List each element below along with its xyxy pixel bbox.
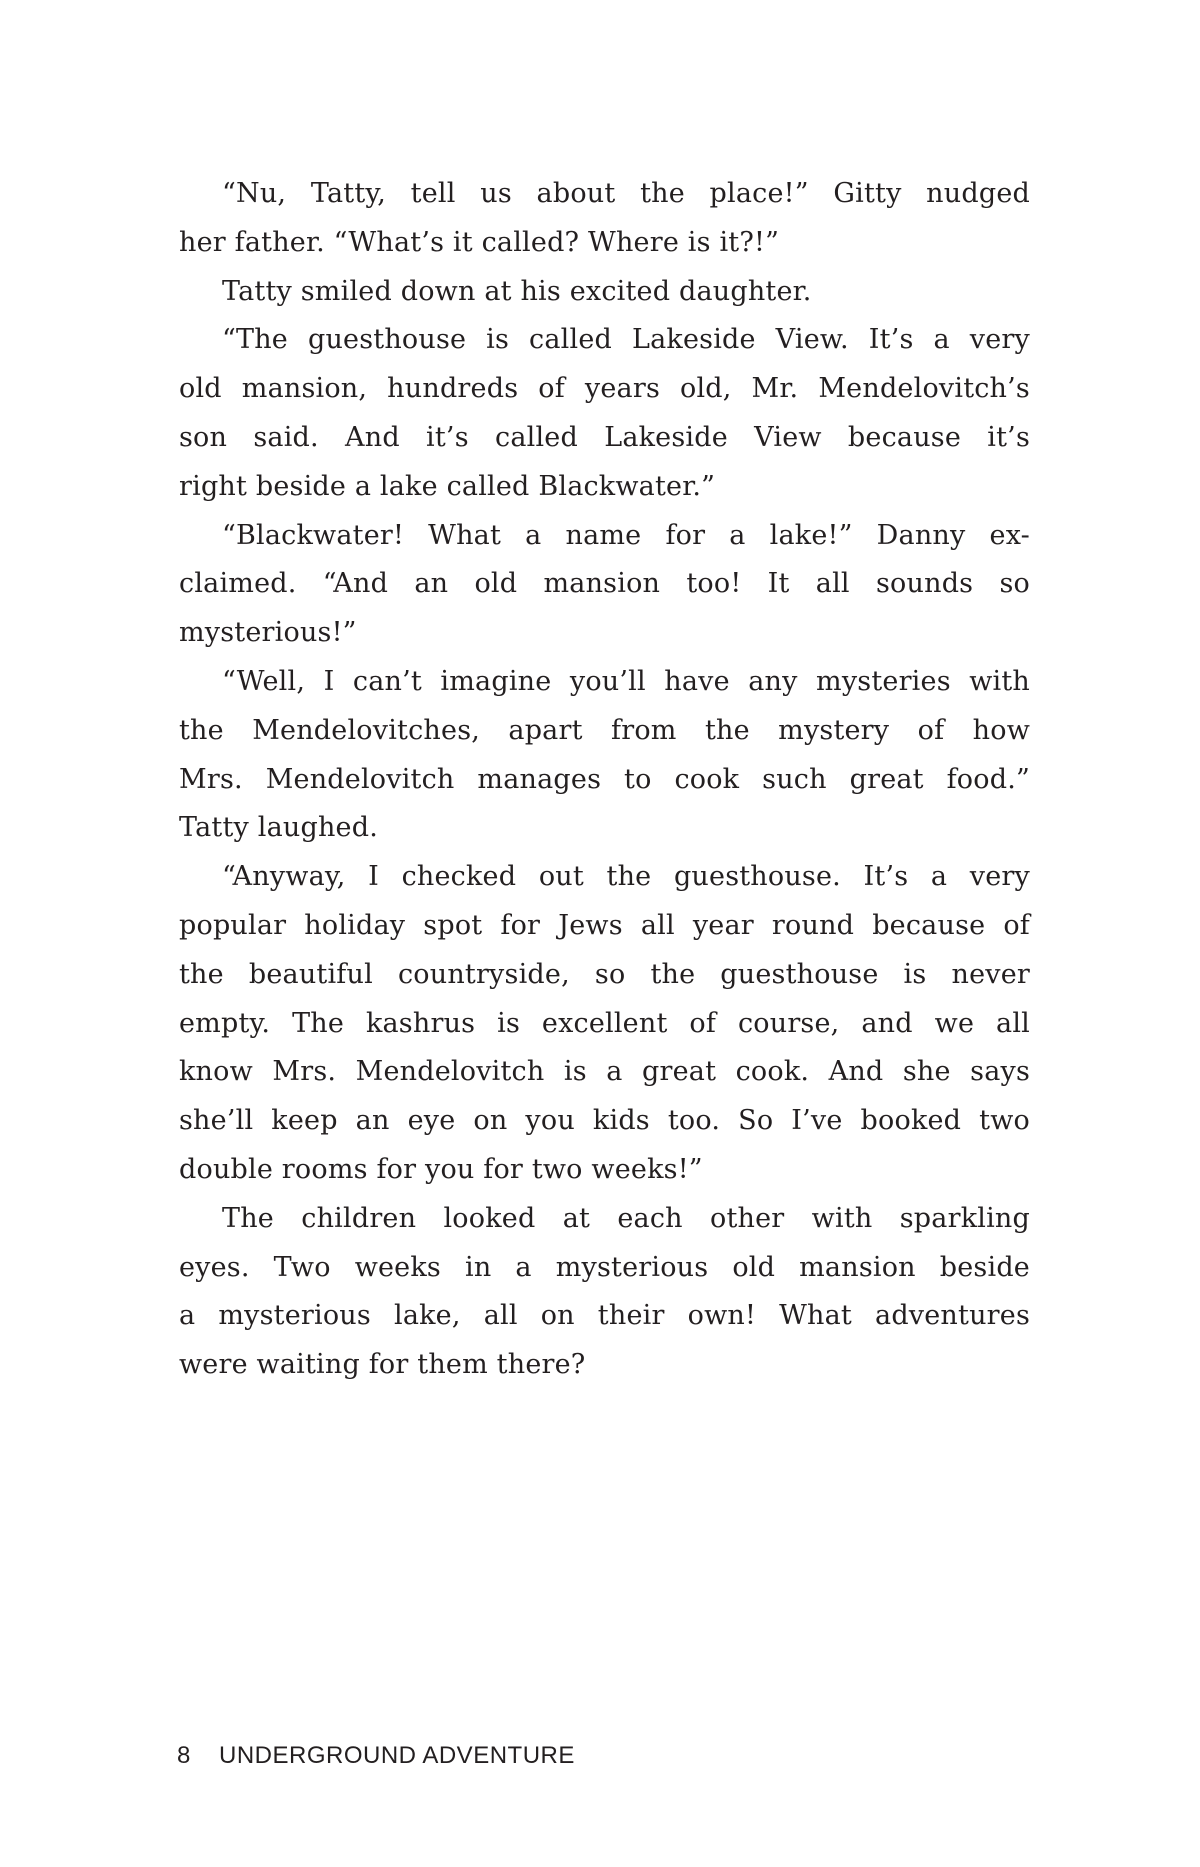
body-text: [179, 170, 1030, 1390]
text-line: a mysterious lake, all on their own! What adventures: [179, 1300, 1030, 1332]
text-line: the beautiful countryside, so the guesthouse is never: [179, 958, 1030, 990]
text-line: claimed. “And an old mansion too! It all sounds so: [179, 568, 1030, 600]
text-line: “Well, I can’t imagine you’ll have any mysteries with: [222, 665, 1030, 697]
text-line: son said. And it’s called Lakeside View because it’s: [179, 421, 1030, 453]
text-line: old mansion, hundreds of years old, Mr. Mendelovitch’s: [179, 373, 1030, 405]
text-line: the Mendelovitches, apart from the mystery of how: [179, 714, 1030, 746]
text-line: “Blackwater! What a name for a lake!” Danny ex-: [222, 519, 1030, 551]
text-line: Tatty laughed.: [179, 812, 378, 844]
text-line: “The guesthouse is called Lakeside View. It’s a very: [222, 324, 1030, 356]
text-line: “Anyway, I checked out the guesthouse. It’s a very: [222, 861, 1030, 893]
page-footer: [177, 1742, 575, 1770]
text-line: double rooms for you for two weeks!”: [179, 1153, 703, 1185]
text-line: Tatty smiled down at his excited daughter.: [222, 275, 812, 307]
text-line: right beside a lake called Blackwater.”: [179, 470, 716, 502]
page-number: 8: [177, 1742, 191, 1769]
text-line: empty. The kashrus is excellent of course, and we all: [179, 1007, 1030, 1039]
text-line: Mrs. Mendelovitch manages to cook such great food.”: [179, 763, 1030, 795]
text-line: she’ll keep an eye on you kids too. So I’ve booked two: [179, 1105, 1030, 1137]
text-line: her father. “What’s it called? Where is it?!”: [179, 226, 780, 258]
text-line: The children looked at each other with sparkling: [222, 1202, 1030, 1234]
text-line: were waiting for them there?: [179, 1349, 586, 1381]
running-title: UNDERGROUND ADVENTURE: [219, 1742, 575, 1769]
text-line: “Nu, Tatty, tell us about the place!” Gitty nudged: [222, 178, 1030, 209]
text-line: mysterious!”: [179, 617, 357, 649]
text-line: know Mrs. Mendelovitch is a great cook. And she says: [179, 1056, 1030, 1088]
text-line: eyes. Two weeks in a mysterious old mansion beside: [179, 1251, 1030, 1283]
text-line: popular holiday spot for Jews all year round because of: [179, 909, 1030, 941]
